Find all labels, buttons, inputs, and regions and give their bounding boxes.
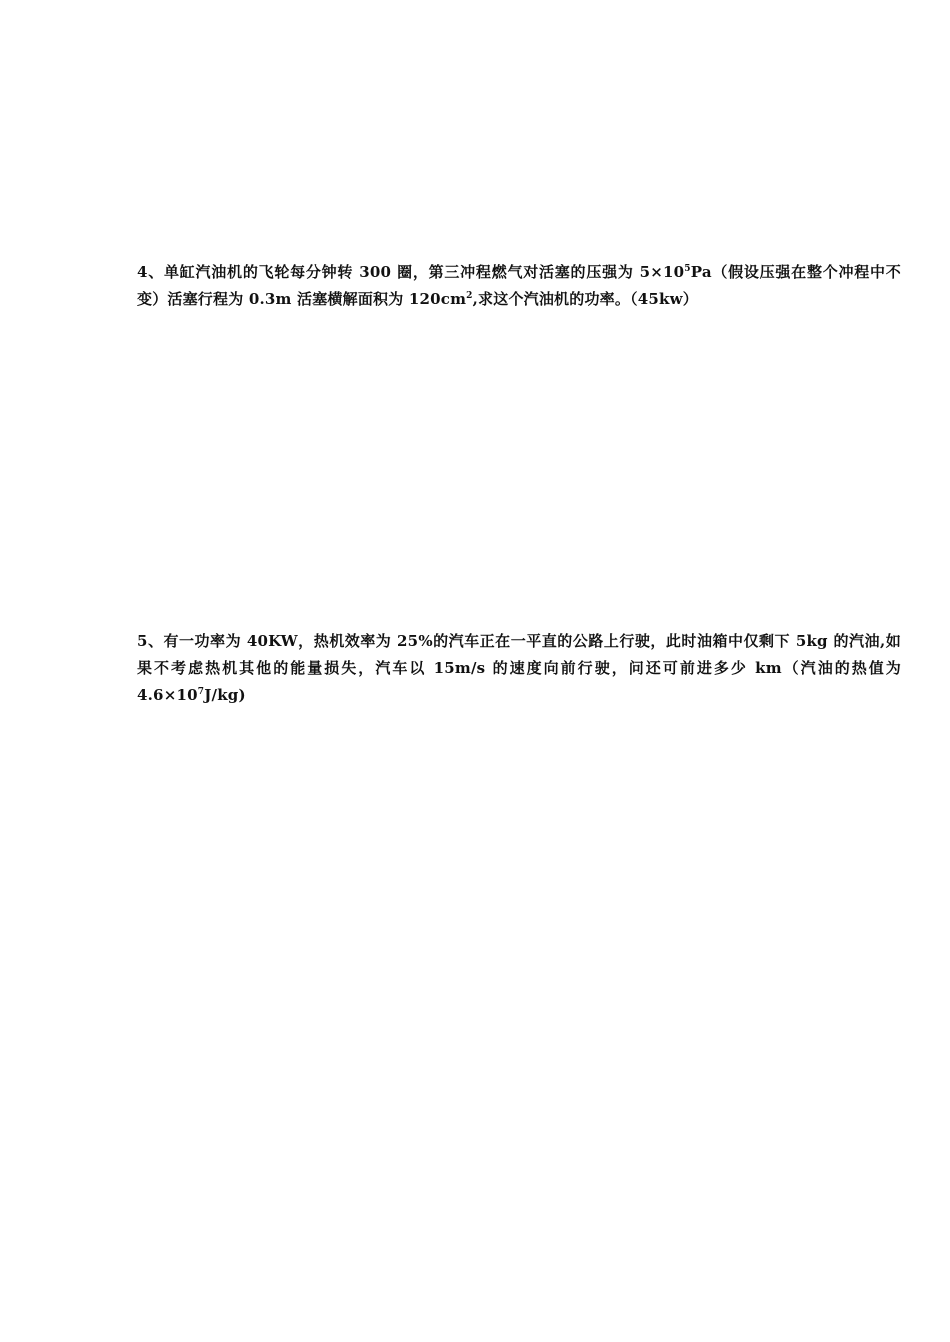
exponent: 2 xyxy=(466,291,473,301)
problem-4-line-2 xyxy=(137,286,901,313)
problem-4-line-1 xyxy=(137,259,901,286)
problem-5-line-1: 5、有一功率为 40KW，热机效率为 25%的汽车正在一平直的公路上行驶，此时油箱中仅剩下 5kg 的汽油,如 xyxy=(137,632,901,650)
exponent: 7 xyxy=(197,687,205,697)
problem-4-line-2-text-end: ,求这个汽油机的功率。（45kw） xyxy=(472,290,698,308)
problem-5-line-3-text: 4.6×10 xyxy=(137,686,198,704)
problem-4-line-1-text: 4、单缸汽油机的飞轮每分钟转 300 圈，第三冲程燃气对活塞的压强为 5×10 xyxy=(137,263,685,281)
problem-5-line-2: 果不考虑热机其他的能量损失，汽车以 15m/s 的速度向前行驶，问还可前进多少 km（汽油的热值为 xyxy=(137,659,901,677)
problem-5-line-3-text-end: J/kg) xyxy=(204,686,246,704)
exponent: 5 xyxy=(684,264,691,274)
problem-4 xyxy=(137,259,901,313)
problem-5-line-3 xyxy=(137,682,901,709)
problem-4-line-2-text: 变）活塞行程为 0.3m 活塞横解面积为 120cm xyxy=(137,290,467,308)
problem-5 xyxy=(137,628,901,709)
problem-4-line-1-text-end: Pa（假设压强在整个冲程中不 xyxy=(690,263,901,281)
